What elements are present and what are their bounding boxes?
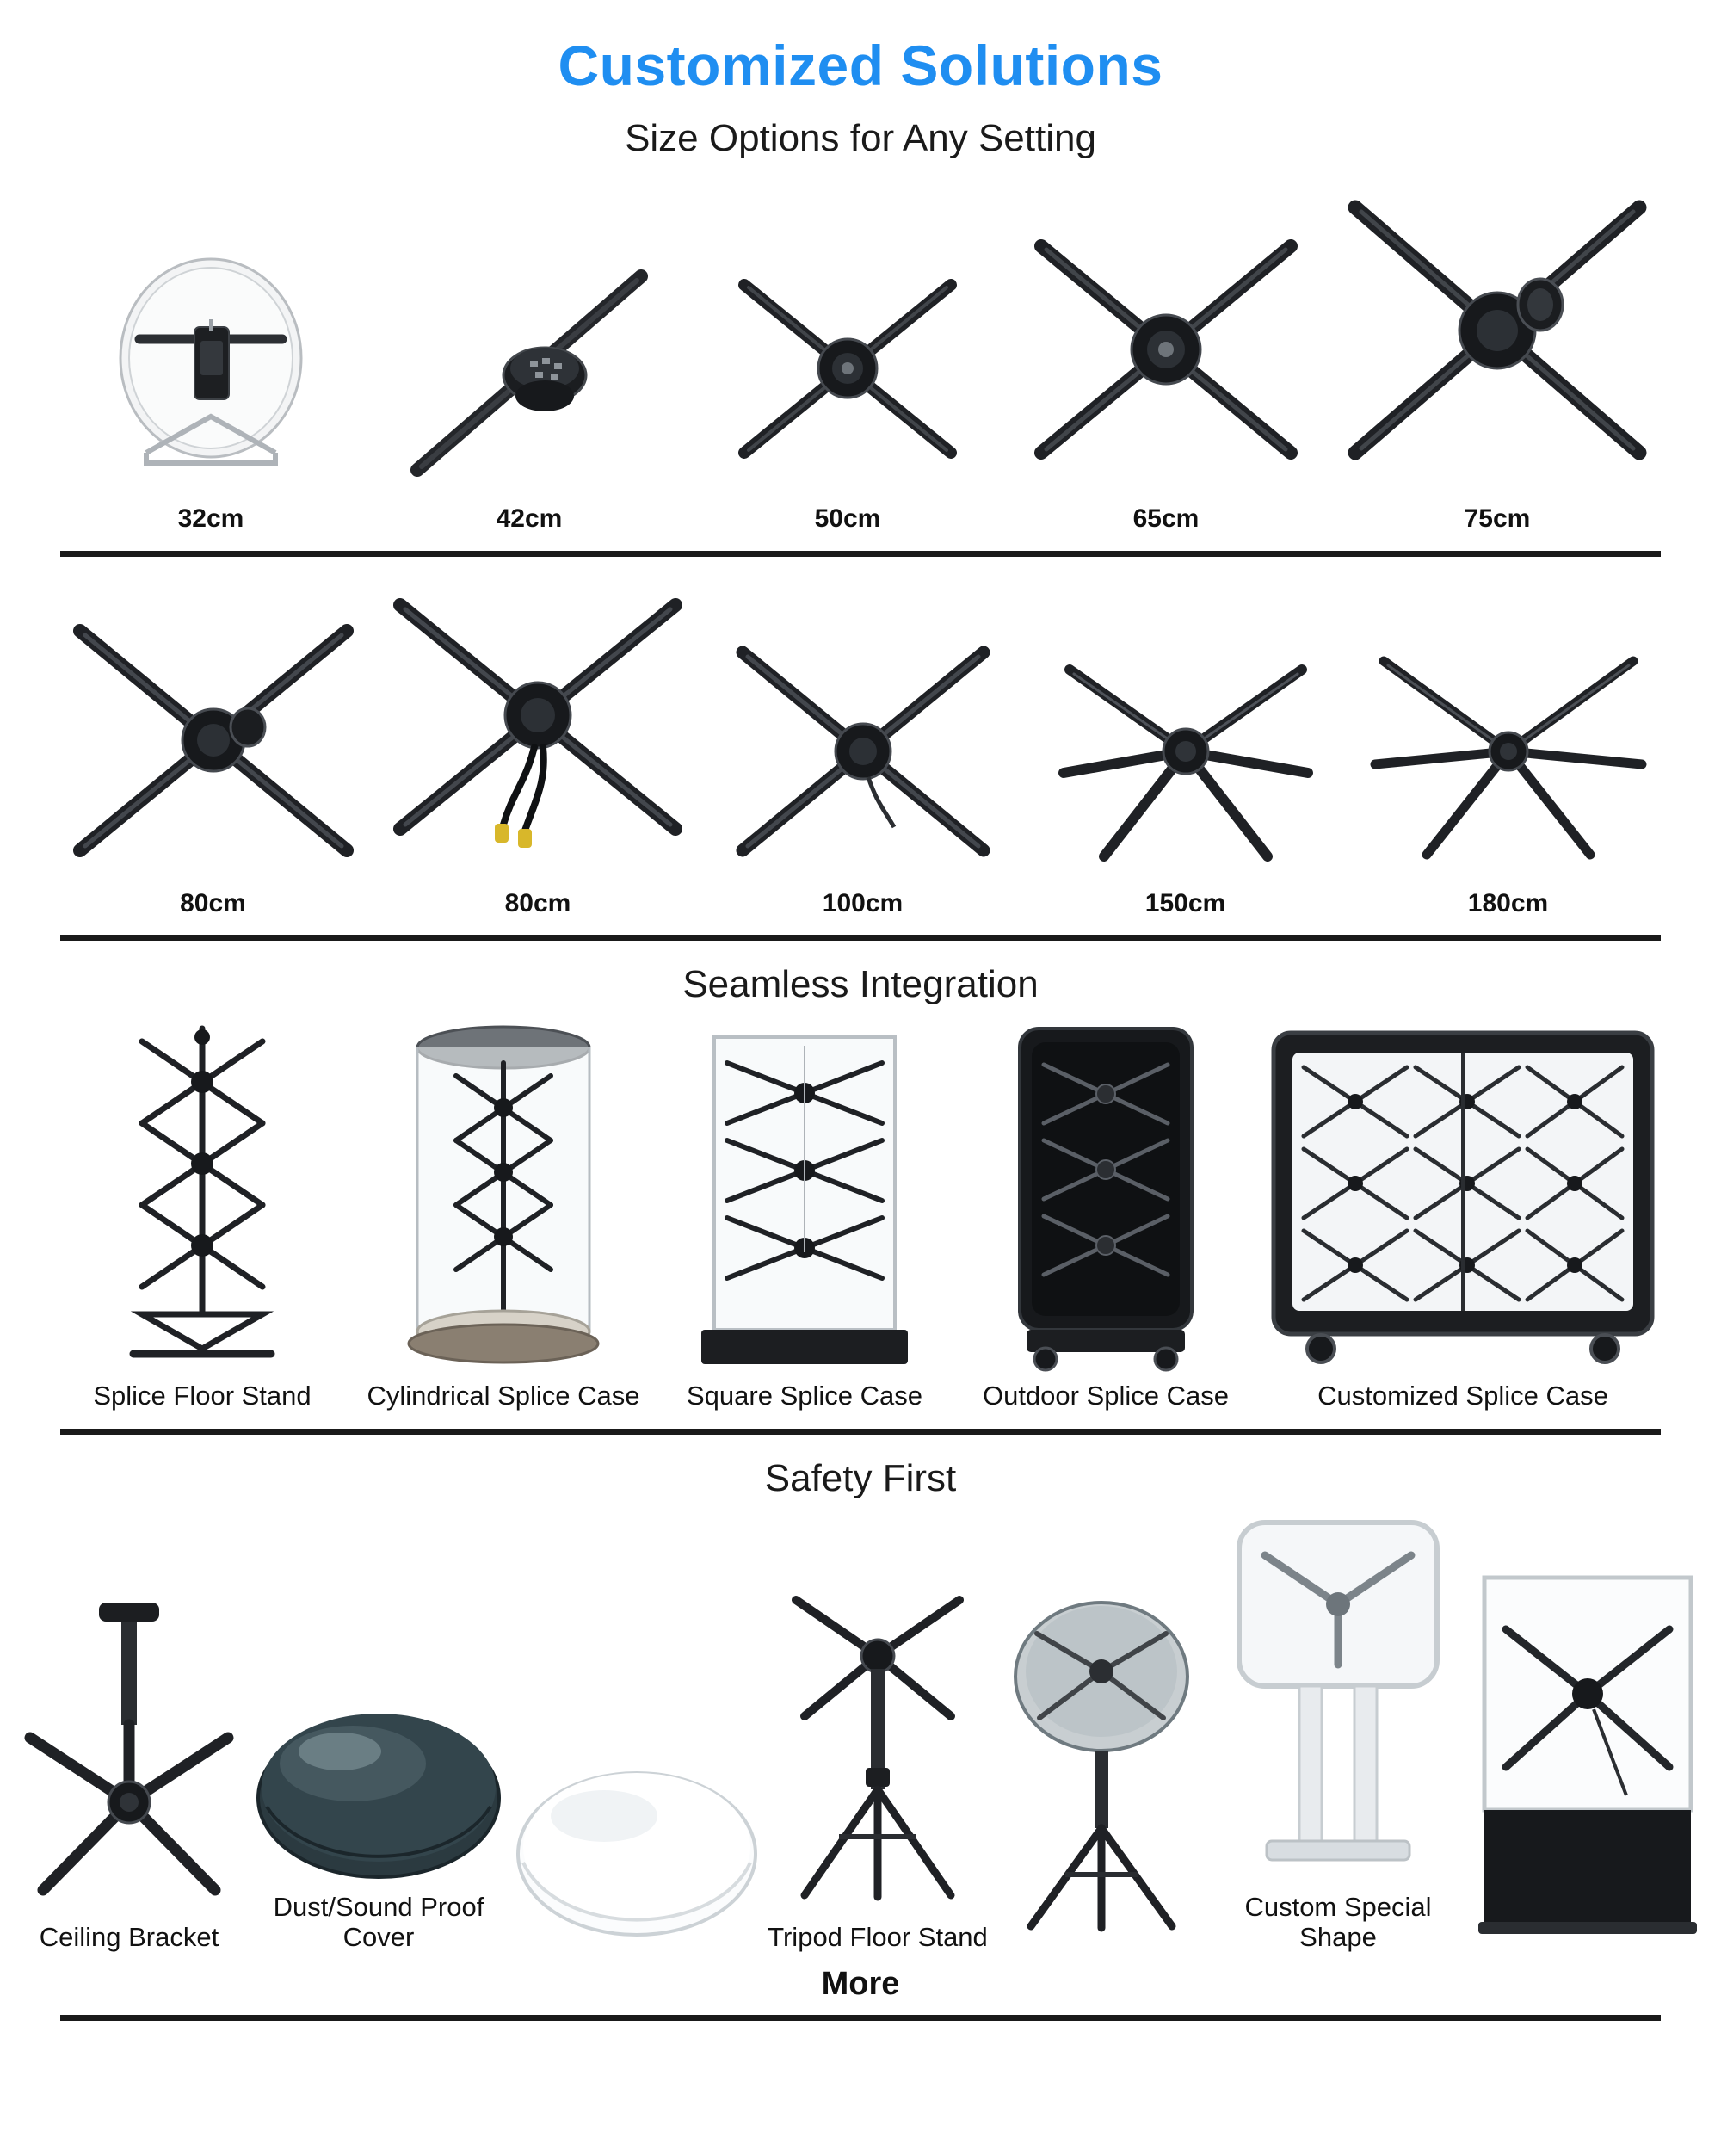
page-subtitle: Size Options for Any Setting: [625, 117, 1096, 159]
integration-item-splice-floor-stand[interactable]: [52, 1011, 353, 1420]
custom-square-case-art: [1463, 1565, 1712, 1943]
safety-item-tripod-floor-stand[interactable]: [766, 1553, 990, 1961]
fan-4blade-art: [1325, 177, 1669, 496]
product-label: 65cm: [1132, 504, 1200, 533]
product-cell-32cm[interactable]: [52, 238, 370, 542]
safety-item-custom-special-shape[interactable]: [1213, 1505, 1463, 1961]
more-label: More: [821, 1966, 900, 2003]
product-label: 50cm: [814, 504, 881, 533]
safety-item-label: Ceiling Bracket: [39, 1921, 219, 1952]
section-title-safety: Safety First: [764, 1456, 957, 1499]
custom-special-shape-art: [1213, 1505, 1463, 1884]
fan-2blade-angled-art: [370, 238, 688, 496]
safety-item-label: Custom Special Shape: [1244, 1891, 1432, 1952]
integration-item-customized-splice-case[interactable]: [1256, 1011, 1669, 1420]
divider-2: [60, 935, 1661, 941]
safety-item-clear-dome-cover[interactable]: [508, 1737, 766, 1961]
safety-row: [0, 1505, 1721, 1961]
product-cell-80cm-b[interactable]: [374, 579, 701, 927]
safety-item-ceiling-bracket[interactable]: [9, 1587, 250, 1961]
integration-item-label: Customized Splice Case: [1317, 1381, 1608, 1412]
product-label: 100cm: [822, 888, 904, 917]
tripod-with-round-cover-art: [990, 1582, 1213, 1943]
fan-6blade-art: [1347, 622, 1669, 880]
cylindrical-splice-case-art: [353, 1011, 654, 1373]
customized-splice-case-art: [1256, 1011, 1669, 1373]
safety-item-dust-sound-proof-cover[interactable]: [250, 1677, 508, 1961]
integration-row: [0, 1011, 1721, 1420]
divider-3: [60, 1429, 1661, 1435]
divider-1: [60, 551, 1661, 557]
product-cell-75cm[interactable]: [1325, 177, 1669, 542]
product-label: 80cm: [180, 888, 246, 917]
product-label: 42cm: [496, 504, 563, 533]
square-splice-case-art: [654, 1011, 955, 1373]
product-label: 80cm: [504, 888, 571, 917]
product-cell-80cm-a[interactable]: [52, 605, 374, 927]
size-row-2: [0, 557, 1721, 927]
fan-4blade-art: [1007, 212, 1325, 496]
product-label: 150cm: [1144, 888, 1226, 917]
fan-4blade-art: [701, 622, 1024, 880]
ceiling-bracket-art: [9, 1587, 250, 1914]
safety-item-tripod-with-round-cover[interactable]: [990, 1582, 1213, 1961]
integration-item-label: Square Splice Case: [687, 1381, 922, 1412]
integration-item-label: Cylindrical Splice Case: [367, 1381, 640, 1412]
integration-item-cylindrical-splice-case[interactable]: [353, 1011, 654, 1420]
divider-4: [60, 2015, 1661, 2021]
section-title-integration: Seamless Integration: [682, 963, 1039, 1006]
integration-item-square-splice-case[interactable]: [654, 1011, 955, 1420]
safety-item-label: Dust/Sound Proof Cover: [273, 1891, 484, 1952]
product-label: 180cm: [1467, 888, 1549, 917]
product-label: 75cm: [1464, 504, 1531, 533]
fan-6blade-art: [1024, 622, 1347, 880]
page-title: Customized Solutions: [558, 34, 1163, 97]
product-cell-42cm[interactable]: [370, 238, 688, 542]
outdoor-splice-case-art: [955, 1011, 1256, 1373]
clear-dome-cover-art: [508, 1737, 766, 1943]
product-label: 32cm: [177, 504, 244, 533]
fan-4blade-cable-art: [374, 579, 701, 880]
product-cell-150cm[interactable]: [1024, 622, 1347, 927]
safety-item-custom-square-case[interactable]: [1463, 1565, 1712, 1961]
fan-in-round-case-art: [52, 238, 370, 496]
product-cell-50cm[interactable]: [688, 238, 1007, 542]
size-row-1: [0, 160, 1721, 542]
product-cell-100cm[interactable]: [701, 622, 1024, 927]
product-cell-180cm[interactable]: [1347, 622, 1669, 927]
fan-4blade-art: [688, 238, 1007, 496]
integration-item-label: Outdoor Splice Case: [982, 1381, 1230, 1412]
safety-item-label: Tripod Floor Stand: [768, 1921, 988, 1952]
integration-item-label: Splice Floor Stand: [93, 1381, 312, 1412]
product-cell-65cm[interactable]: [1007, 212, 1325, 542]
integration-item-outdoor-splice-case[interactable]: [955, 1011, 1256, 1420]
dust-sound-proof-cover-art: [250, 1677, 508, 1884]
fan-4blade-art: [52, 605, 374, 880]
tripod-floor-stand-art: [766, 1553, 990, 1914]
splice-floor-stand-art: [52, 1011, 353, 1373]
